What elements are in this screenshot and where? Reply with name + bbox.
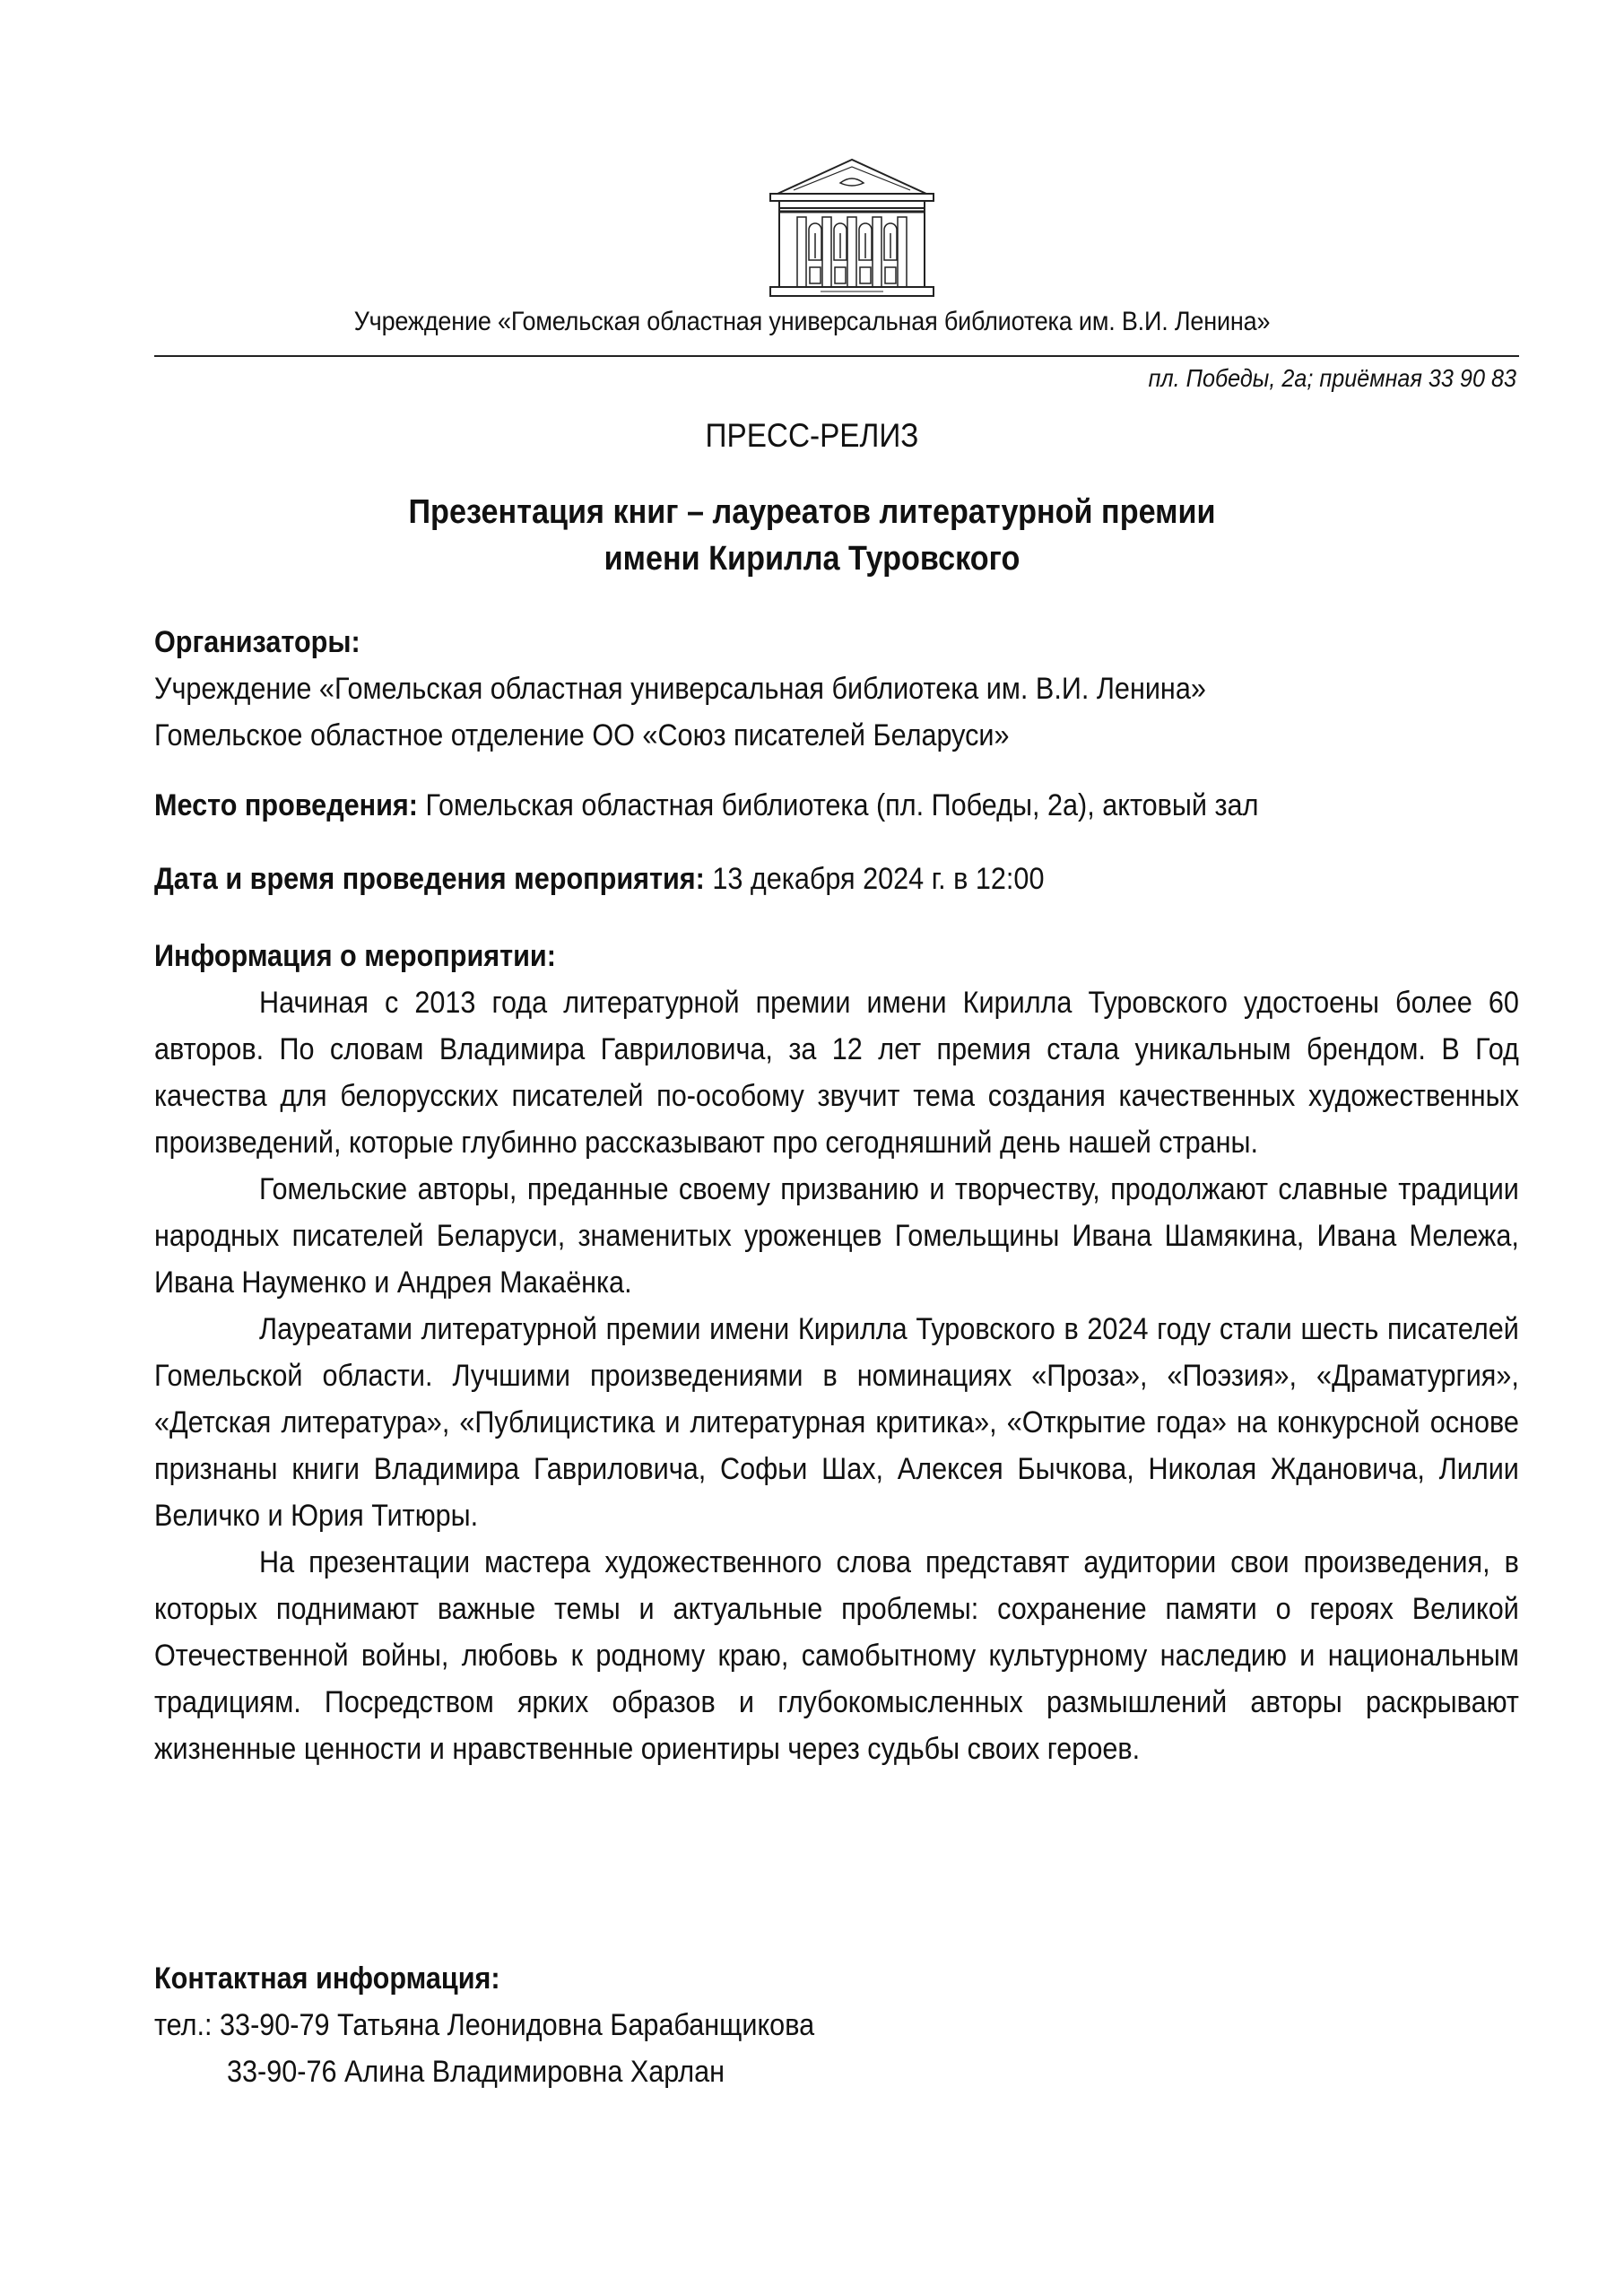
library-building-icon (758, 152, 946, 300)
datetime-label: Дата и время проведения мероприятия: (154, 862, 705, 896)
contacts-label: Контактная информация: (154, 1961, 500, 1996)
info-paragraph: Начиная с 2013 года литературной премии имени Кирилла Туровского удостоены более 60 авторов. По словам Владимира Гавриловича, за 12 лет премия стала уникальным брендом. В Год качества для белорусских писателей по-особому звучит тема создания качественных художественных произведений, которые глубинно рассказывают про сегодняшний день нашей страны. (154, 986, 1519, 1160)
contact-line (154, 2048, 1519, 2095)
title-line-1: Презентация книг – лауреатов литературной премии (408, 493, 1216, 531)
contact-line (154, 2002, 1519, 2048)
info-paragraph: Лауреатами литературной премии имени Кирилла Туровского в 2024 году стали шесть писателей Гомельской области. Лучшими произведениями в номинациях «Проза», «Поэзия», «Драматургия», «Детская литература», «Публицистика и литературная критика», «Открытие года» на конкурсной основе признаны книги Владимира Гавриловича, Софьи Шах, Алексея Бычкова, Николая Ждановича, Лилии Величко и Юрия Титюры. (154, 1312, 1519, 1533)
datetime-value: 13 декабря 2024 г. в 12:00 (712, 862, 1045, 896)
info-label: Информация о мероприятии: (154, 939, 556, 973)
phone-prefix: тел.: (154, 2008, 213, 2042)
organizers-section (154, 619, 1519, 759)
document-type: ПРЕСС-РЕЛИЗ (705, 417, 919, 454)
organizer-item: Гомельское областное отделение ОО «Союз писателей Беларуси» (154, 718, 1010, 752)
institution-name: Учреждение «Гомельская областная универсальная библиотека им. В.И. Ленина» (353, 307, 1271, 336)
venue-value: Гомельская областная библиотека (пл. Победы, 2а), актовый зал (425, 788, 1259, 822)
header-divider (154, 355, 1519, 357)
institution-address: пл. Победы, 2а; приёмная 33 90 83 (1148, 364, 1516, 392)
document-title (82, 489, 1543, 582)
datetime-section (154, 856, 1519, 902)
contact-entry: 33-90-79 Татьяна Леонидовна Барабанщикова (220, 2008, 815, 2042)
venue-section (154, 782, 1519, 829)
info-paragraph: Гомельские авторы, преданные своему призванию и творчеству, продолжают славные традиции народных писателей Беларуси, знаменитых уроженцев Гомельщины Ивана Шамякина, Ивана Мележа, Ивана Науменко и Андрея Макаёнка. (154, 1172, 1519, 1300)
info-paragraph: На презентации мастера художественного слова представят аудитории свои произведения, в которых поднимают важные темы и актуальные проблемы: сохранение памяти о героях Великой Отечественной войны, любовь к родному краю, самобытному культурному наследию и национальным традициям. Посредством ярких образов и глубокомысленных размышлений авторы раскрывают жизненные ценности и нравственные ориентиры через судьбы своих героев. (154, 1545, 1519, 1766)
info-section (154, 933, 1519, 1772)
title-line-2: имени Кирилла Туровского (604, 540, 1020, 578)
venue-label: Место проведения: (154, 788, 418, 822)
organizers-label: Организаторы: (154, 625, 360, 659)
contact-entry: 33-90-76 Алина Владимировна Харлан (227, 2055, 725, 2089)
organizer-item: Учреждение «Гомельская областная универсальная библиотека им. В.И. Ленина» (154, 672, 1206, 706)
contacts-section (154, 1955, 1519, 2095)
